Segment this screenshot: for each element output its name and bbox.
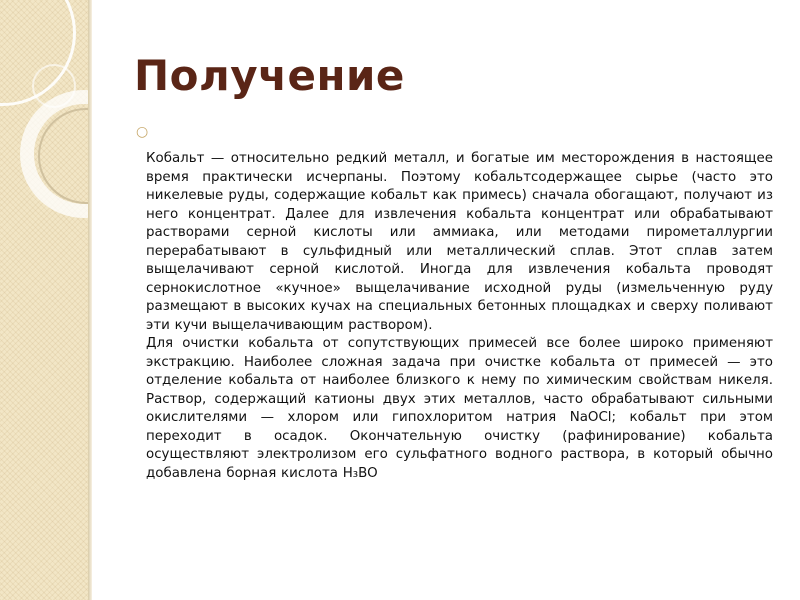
slide-body bbox=[146, 150, 773, 483]
body-paragraph: Кобальт — относительно редкий металл, и богатые им месторождения в настоящее время практически исчерпаны. Поэтому кобальтсодержащее сырье (часто это никелевые руды, содержащие кобальт как примесь) сначала обогащают, получают из него концентрат. Далее для извлечения кобальта концентрат или обрабатывают растворами серной кислоты или аммиака, или методами пирометаллургии перерабатывают в сульфидный или металлический сплав. Этот сплав затем выщелачивают серной кислотой. Иногда для извлечения кобальта проводят сернокислотное «кучное» выщелачивание исходной руды (измельченную руду размещают в высоких кучах на специальных бетонных площадках и сверху поливают эти кучи выщелачивающим раствором). bbox=[146, 151, 773, 333]
slide-title: Получение bbox=[134, 51, 405, 100]
body-paragraph: Для очистки кобальта от сопутствующих примесей все более широко применяют экстракцию. Наиболее сложная задача при очистке кобальта от примесей — это отделение кобальта от наиболее близкого к нему по химическим свойствам никеля. Раствор, содержащий катионы двух этих металлов, часто обрабатывают сильными окислителями — хлором или гипохлоритом натрия NaOCl; кобальт при этом переходит в осадок. Окончательную очистку (рафинирование) кобальта осуществляют электролизом его сульфатного водного раствора, в который обычно добавлена борная кислота H₃BO bbox=[146, 336, 773, 481]
bullet-icon: ○ bbox=[136, 124, 149, 140]
sidebar-edge bbox=[88, 0, 92, 600]
decorative-sidebar bbox=[0, 0, 88, 600]
